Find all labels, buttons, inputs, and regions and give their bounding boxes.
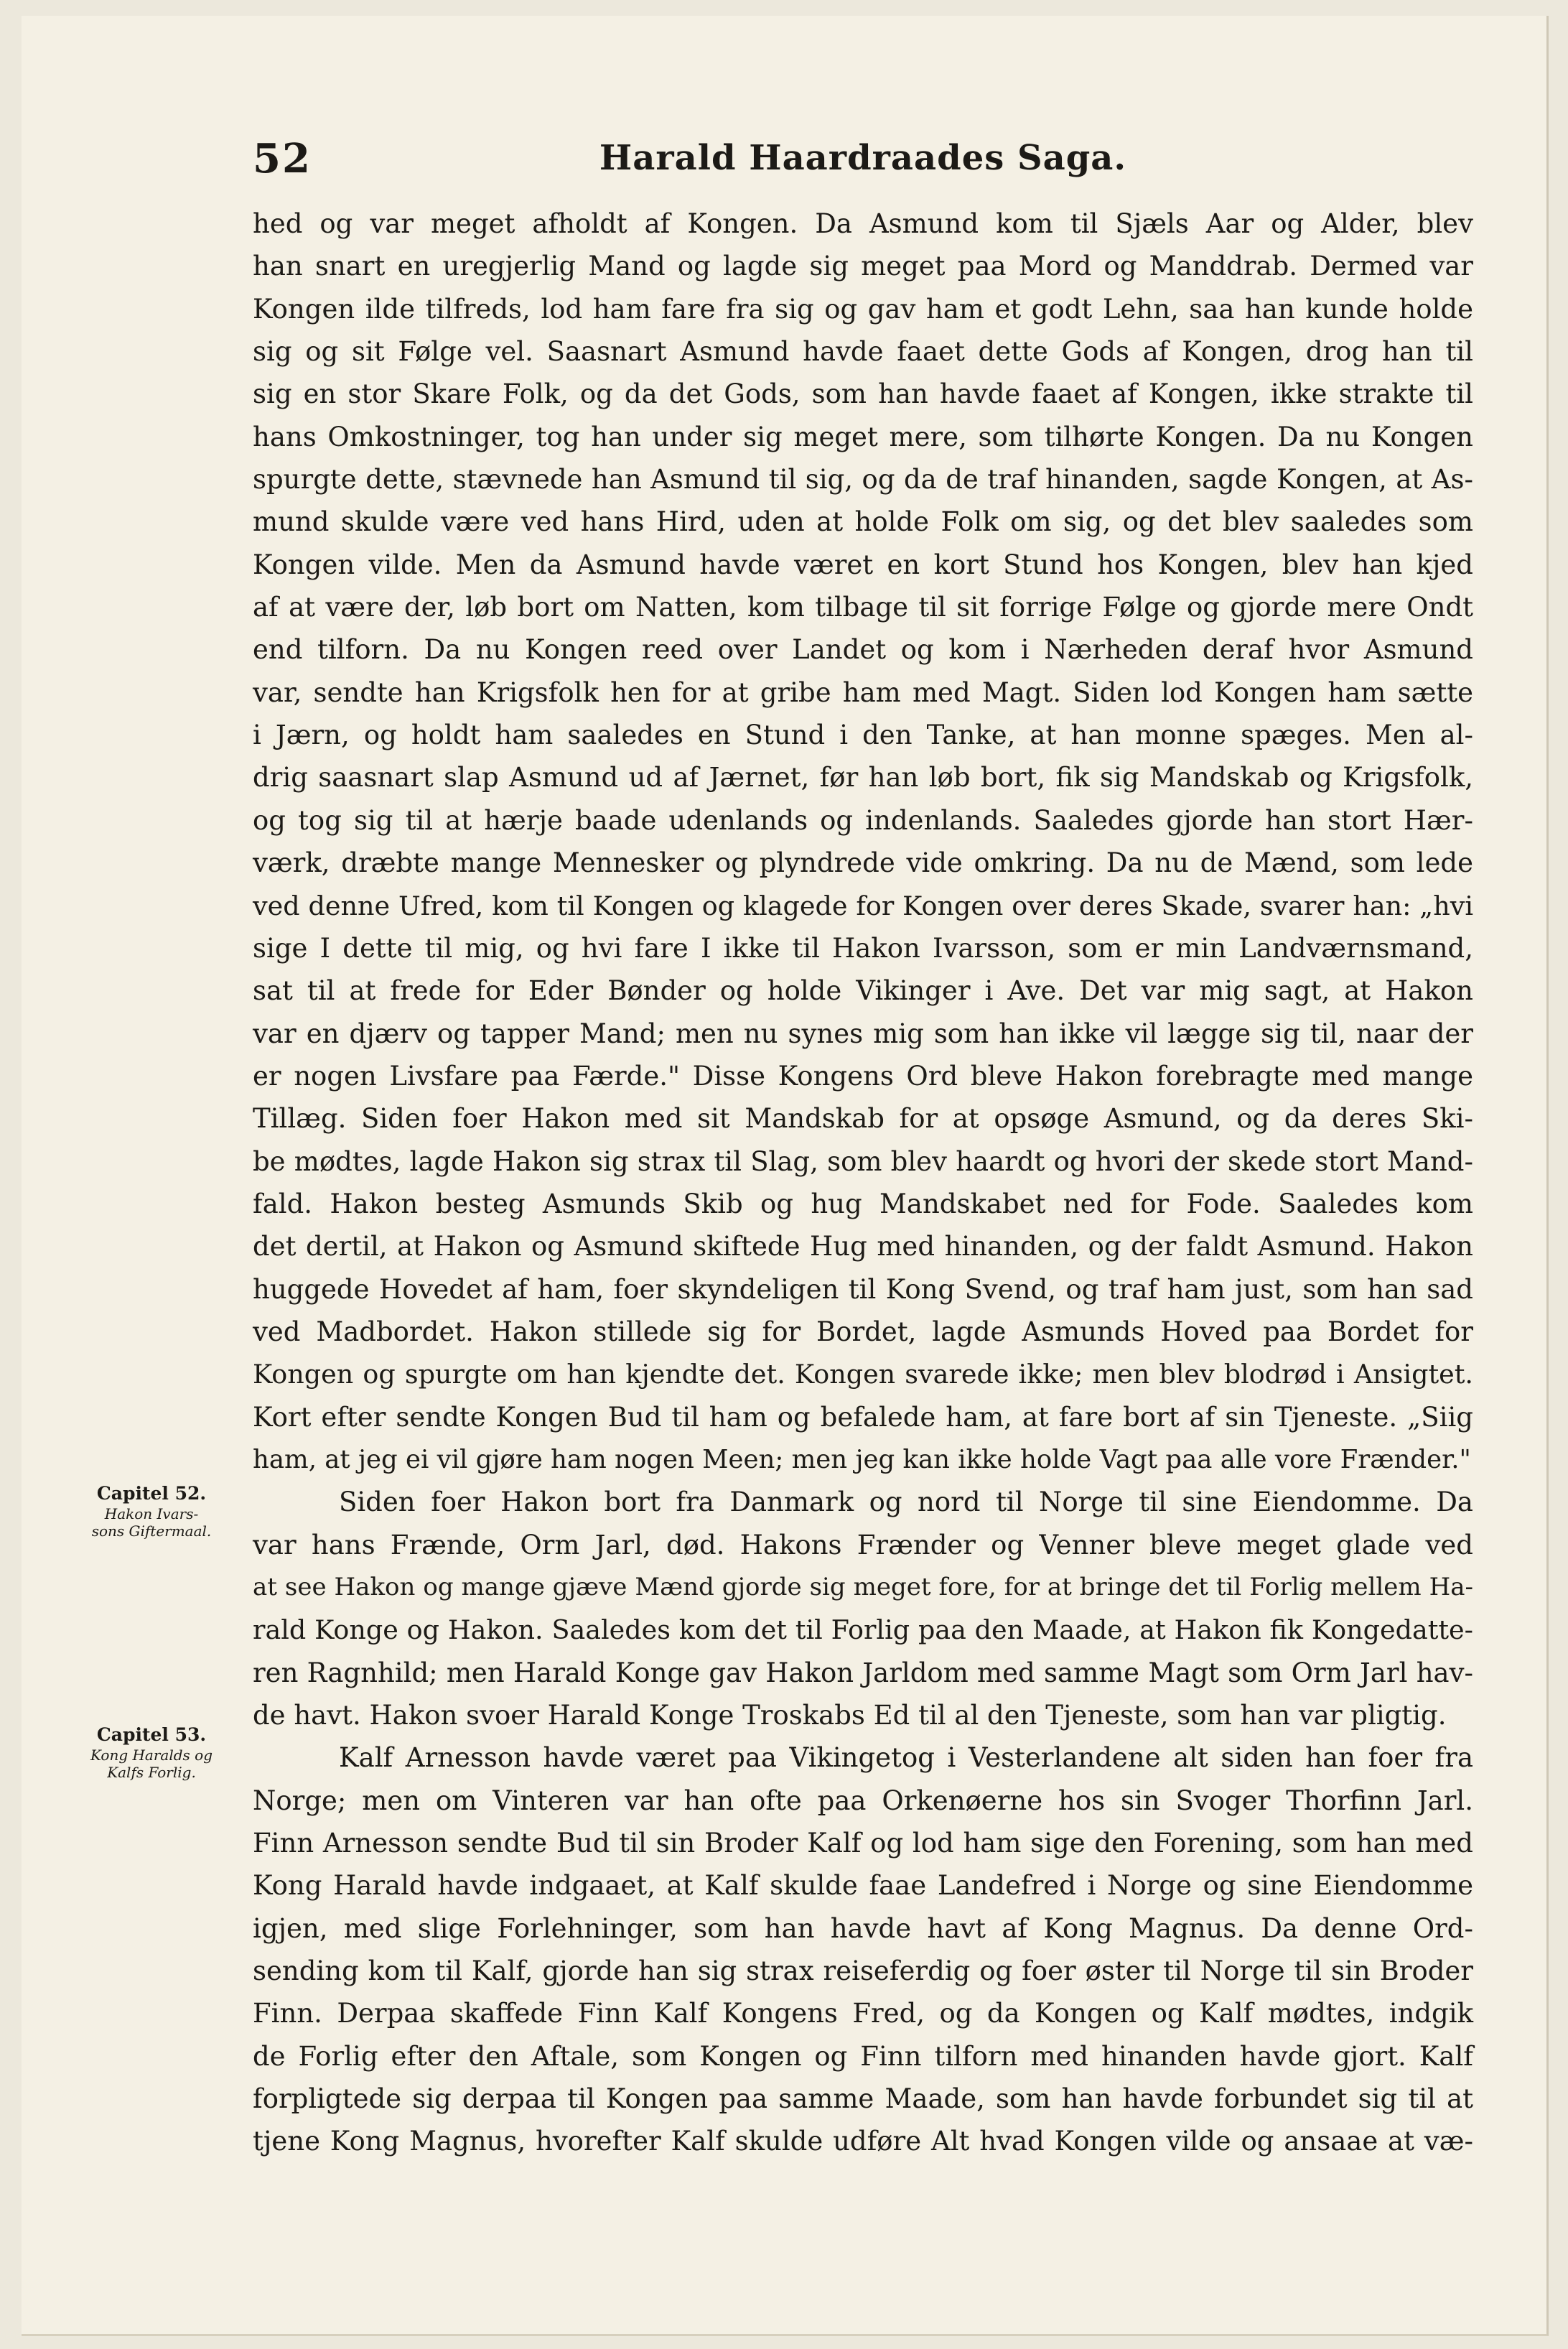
margin-note-chapter-53 [47,1724,256,1781]
text-line: hans Omkostninger, tog han under sig meget mere, som tilhørte Kongen. Da nu Kongen [253,421,1473,452]
text-line: sig en stor Skare Folk, og da det Gods, som han havde faaet af Kongen, ikke strakte til [253,378,1473,410]
margin-note-chapter: Capitel 53. [96,1724,207,1745]
text-line: sending kom til Kalf, gjorde han sig strax reiseferdig og foer øster til Norge til sin Broder [253,1955,1473,1987]
text-line: be mødtes, lagde Hakon sig strax til Slag, som blev haardt og hvori der skede stort Mand- [253,1145,1473,1177]
text-line: fald. Hakon besteg Asmunds Skib og hug Mandskabet ned for Fode. Saaledes kom [253,1188,1473,1219]
text-line: hed og var meget afholdt af Kongen. Da Asmund kom til Sjæls Aar og Alder, blev [253,208,1473,239]
margin-note-line: sons Giftermaal. [91,1522,212,1540]
text-line: de havt. Hakon svoer Harald Konge Troskabs Ed til al den Tjeneste, som han var pligtig. [253,1700,1447,1731]
text-line: drig saasnart slap Asmund ud af Jærnet, før han løb bort, fik sig Mandskab og Krigsfolk, [253,762,1473,794]
text-line: de Forlig efter den Aftale, som Kongen og Finn tilforn med hinanden havde gjort. Kalf [253,2040,1473,2072]
text-line: Kort efter sendte Kongen Bud til ham og befalede ham, at fare bort af sin Tjeneste. „Siig [253,1401,1473,1433]
text-line: forpligtede sig derpaa til Kongen paa samme Maade, som han havde forbundet sig til at [253,2083,1473,2115]
text-line: Kongen og spurgte om han kjendte det. Kongen svarede ikke; men blev blodrød i Ansigtet. [253,1359,1473,1390]
text-line: Kalf Arnesson havde været paa Vikingetog i Vesterlandene alt siden han foer fra [339,1742,1473,1774]
text-line: mund skulde være ved hans Hird, uden at holde Folk om sig, og det blev saaledes som [253,506,1473,538]
margin-note-line: Hakon Ivars- [104,1505,199,1522]
text-line: end tilforn. Da nu Kongen reed over Landet og kom i Nærheden deraf hvor Asmund [253,634,1473,666]
text-line: ved denne Ufred, kom til Kongen og klagede for Kongen over deres Skade, svarer han: „hvi [253,890,1473,921]
text-line: sat til at frede for Eder Bønder og holde Vikinger i Ave. Det var mig sagt, at Hakon [253,975,1473,1007]
text-line: sige I dette til mig, og hvi fare I ikke til Hakon Ivarsson, som er min Landværnsmand, [253,932,1473,964]
page-number: 52 [253,135,312,182]
text-line: rald Konge og Hakon. Saaledes kom det til Forlig paa den Maade, at Hakon fik Kongedatte- [253,1614,1473,1646]
text-line: ren Ragnhild; men Harald Konge gav Hakon Jarldom med samme Magt som Orm Jarl hav- [253,1657,1473,1688]
text-line: er nogen Livsfare paa Færde." Disse Kongens Ord bleve Hakon forebragte med mange [253,1060,1473,1092]
text-line: ham, at jeg ei vil gjøre ham nogen Meen; men jeg kan ikke holde Vagt paa alle vore Frænder." [253,1444,1471,1474]
margin-note-line: Kong Haralds og [90,1746,213,1764]
text-line: Siden foer Hakon bort fra Danmark og nord til Norge til sine Eiendomme. Da [339,1487,1473,1518]
text-line: Finn Arnesson sendte Bud til sin Broder Kalf og lod ham sige den Forening, som han med [253,1828,1473,1859]
text-line: Kongen vilde. Men da Asmund havde været en kort Stund hos Kongen, blev han kjed [253,549,1473,580]
text-line: ved Madbordet. Hakon stillede sig for Bordet, lagde Asmunds Hoved paa Bordet for [253,1316,1473,1347]
text-line: han snart en uregjerlig Mand og lagde sig meget paa Mord og Manddrab. Dermed var [253,251,1473,282]
text-line: i Jærn, og holdt ham saaledes en Stund i den Tanke, at han monne spæges. Men al- [253,720,1473,751]
text-line: var, sendte han Krigsfolk hen for at gribe ham med Magt. Siden lod Kongen ham sætte [253,676,1473,708]
text-line: tjene Kong Magnus, hvorefter Kalf skulde udføre Alt hvad Kongen vilde og ansaae at væ- [253,2126,1473,2157]
text-line: Kongen ilde tilfreds, lod ham fare fra sig og gav ham et godt Lehn, saa han kunde holde [253,293,1473,325]
running-title: Harald Haardraades Saga. [599,138,1127,178]
text-line: huggede Hovedet af ham, foer skyndeligen til Kong Svend, og traf ham just, som han sad [253,1273,1473,1305]
text-line: igjen, med slige Forlehninger, som han havde havt af Kong Magnus. Da denne Ord- [253,1912,1473,1944]
text-line: af at være der, løb bort om Natten, kom tilbage til sit forrige Følge og gjorde mere Ondt [253,592,1473,623]
text-line: Finn. Derpaa skaffede Finn Kalf Kongens Fred, og da Kongen og Kalf mødtes, indgik [253,1998,1473,2029]
body-text [253,203,1473,2163]
text-line: var en djærv og tapper Mand; men nu synes mig som han ikke vil lægge sig til, naar der [253,1018,1473,1049]
text-line: værk, dræbte mange Mennesker og plyndrede vide omkring. Da nu de Mænd, som lede [253,847,1473,879]
text-line: at see Hakon og mange gjæve Mænd gjorde sig meget fore, for at bringe det til Forlig mellem Ha- [253,1573,1473,1601]
margin-note-chapter-52 [47,1482,256,1540]
text-line: var hans Frænde, Orm Jarl, død. Hakons Frænder og Venner bleve meget glade ved [253,1529,1473,1560]
text-line: spurgte dette, stævnede han Asmund til sig, og da de traf hinanden, sagde Kongen, at As- [253,464,1473,496]
text-line: Norge; men om Vinteren var han ofte paa Orkenøerne hos sin Svoger Thorfinn Jarl. [253,1785,1473,1816]
text-line: Tillæg. Siden foer Hakon med sit Mandskab for at opsøge Asmund, og da deres Ski- [253,1103,1473,1135]
text-line: Kong Harald havde indgaaet, at Kalf skulde faae Landefred i Norge og sine Eiendomme [253,1870,1473,1902]
margin-note-chapter: Capitel 52. [96,1483,207,1504]
text-line: sig og sit Følge vel. Saasnart Asmund havde faaet dette Gods af Kongen, drog han til [253,336,1473,368]
text-line: og tog sig til at hærje baade udenlands og indenlands. Saaledes gjorde han stort Hær- [253,804,1473,836]
page-header [253,135,1473,185]
margin-note-line: Kalfs Forlig. [107,1764,196,1781]
text-line: det dertil, at Hakon og Asmund skiftede Hug med hinanden, og der faldt Asmund. Hakon [253,1231,1473,1262]
